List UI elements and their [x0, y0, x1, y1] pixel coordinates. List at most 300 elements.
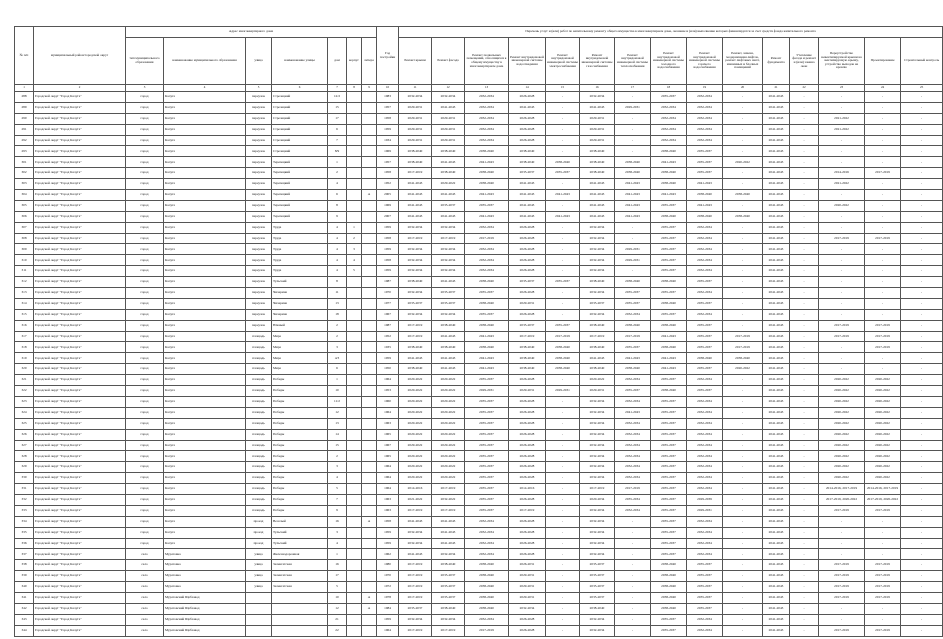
table-cell: 2032-2034 [687, 516, 723, 527]
table-cell: - [901, 494, 943, 505]
table-cell: - [723, 505, 763, 516]
table-cell: 2020-2022 [819, 418, 865, 429]
table-cell [362, 200, 377, 211]
table-cell: - [901, 364, 943, 375]
table-cell: - [865, 113, 901, 124]
table-cell: - [901, 277, 943, 288]
table-cell: 2032-2034 [465, 244, 509, 255]
capital-repair-table [14, 26, 943, 637]
table-cell: 2038-2040 [615, 277, 651, 288]
table-cell: 2026-2028 [509, 527, 546, 538]
table-cell: 2032-2034 [687, 451, 723, 462]
table-cell: Калуга [164, 527, 246, 538]
table-cell: 5 [328, 484, 347, 495]
table-row [15, 494, 943, 505]
table-cell [347, 451, 362, 462]
table-cell: - [901, 222, 943, 233]
table-cell: город [126, 255, 164, 266]
table-cell: 342 [15, 603, 34, 614]
table-cell: 2032-2034 [580, 549, 615, 560]
table-cell: 2041-2043 [763, 484, 790, 495]
col-number-8: 8 [347, 85, 362, 92]
table-cell: 2032-2034 [465, 266, 509, 277]
table-row [15, 571, 943, 582]
table-cell [272, 592, 328, 603]
table-cell: 2041-2043 [465, 353, 509, 364]
table-cell: город [126, 407, 164, 418]
table-cell: переулок [246, 146, 272, 157]
table-cell: 2041-2043 [651, 190, 687, 201]
table-cell: - [901, 375, 943, 386]
table-cell: 2032-2034 [580, 233, 615, 244]
table-cell: 2032-2034 [615, 396, 651, 407]
table-cell: 1967 [377, 309, 399, 320]
table-cell: 2041-2043 [546, 190, 580, 201]
table-cell: Калуга [164, 538, 246, 549]
table-cell: 2041-2043 [432, 277, 465, 288]
table-cell: 2 [328, 451, 347, 462]
table-cell: 320 [15, 364, 34, 375]
table-cell: город [126, 266, 164, 277]
table-cell [362, 527, 377, 538]
table-cell: 311 [15, 266, 34, 277]
table-cell: 2029-2031 [580, 124, 615, 135]
table-cell: 2038-2040 [615, 364, 651, 375]
table-cell: 329 [15, 462, 34, 473]
table-cell: 2032-2034 [687, 614, 723, 625]
table-cell: 1 [347, 222, 362, 233]
table-cell: 2032-2034 [580, 309, 615, 320]
table-cell: Городской округ "Город Калуга" [34, 353, 126, 364]
table-cell: 293 [15, 146, 34, 157]
table-cell: 2041-2043 [763, 429, 790, 440]
table-cell: 2041-2043 [399, 200, 432, 211]
col-header-21: Ремонт фундамента [763, 38, 790, 85]
table-cell: - [901, 625, 943, 636]
col-header-11: Ремонт крыши [399, 38, 432, 85]
table-cell: 2035-2037 [432, 582, 465, 593]
table-cell [362, 124, 377, 135]
table-cell: 1963 [377, 418, 399, 429]
table-cell [362, 179, 377, 190]
table-cell: Победы [272, 484, 328, 495]
table-cell: - [546, 484, 580, 495]
table-cell: 2041-2043 [763, 603, 790, 614]
table-cell: 2038-2040 [465, 168, 509, 179]
table-cell: 2032-2034 [580, 244, 615, 255]
table-cell: проезд [246, 516, 272, 527]
table-cell: Зеленгатская [272, 560, 328, 571]
table-row [15, 407, 943, 418]
table-cell: 338 [15, 560, 34, 571]
table-cell: Городской округ "Город Калуга" [34, 418, 126, 429]
table-cell: Мира [272, 342, 328, 353]
table-cell: Муратовка [164, 549, 246, 560]
col-number-25: 25 [901, 85, 943, 92]
table-cell: 307 [15, 222, 34, 233]
table-cell: площадь [246, 462, 272, 473]
table-cell: 2029-2022 [432, 179, 465, 190]
table-row [15, 222, 943, 233]
table-cell: Калуга [164, 124, 246, 135]
table-cell: - [901, 190, 943, 201]
table-cell: 2035-2037 [651, 266, 687, 277]
table-cell [347, 135, 362, 146]
table-cell: 2029-2031 [509, 571, 546, 582]
table-cell: город [126, 538, 164, 549]
table-cell: 2041-2043 [763, 451, 790, 462]
table-cell: - [615, 113, 651, 124]
table-cell: 2035-2037 [687, 560, 723, 571]
table-cell: 11/2 [328, 396, 347, 407]
table-cell: 2029-2031 [432, 113, 465, 124]
table-cell: город [126, 277, 164, 288]
table-cell: 2038-2040 [546, 342, 580, 353]
table-cell: 1958 [377, 516, 399, 527]
table-cell: город [126, 309, 164, 320]
table-cell: 2035-2037 [651, 375, 687, 386]
table-cell: 292 [15, 135, 34, 146]
table-cell: 309 [15, 244, 34, 255]
table-cell: - [901, 603, 943, 614]
table-cell: Городской округ "Город Калуга" [34, 505, 126, 516]
col-header-18: Ремонт внутридомовой инженерной системы холодного водоснабжения [651, 38, 687, 85]
table-cell: Калуга [164, 200, 246, 211]
table-cell: 2041-2043 [763, 233, 790, 244]
table-cell: Городской округ "Город Калуга" [34, 92, 126, 103]
table-cell: 2017-2019 [865, 592, 901, 603]
table-cell: 2032-2034 [465, 92, 509, 103]
table-cell: город [126, 113, 164, 124]
table-cell: площадь [246, 342, 272, 353]
table-cell: 2026-2028 [509, 222, 546, 233]
table-cell: - [546, 396, 580, 407]
table-cell: 2026-2028 [509, 124, 546, 135]
table-cell: - [546, 549, 580, 560]
table-cell: Муратовский Щебзавод [164, 592, 246, 603]
table-cell: 2038-2040 [651, 320, 687, 331]
table-cell: Городской округ "Город Калуга" [34, 168, 126, 179]
table-cell: - [901, 331, 943, 342]
table-cell: Городской округ "Город Калуга" [34, 190, 126, 201]
table-cell: 2035-2037 [465, 200, 509, 211]
table-cell: 2026-2028 [509, 440, 546, 451]
table-cell: - [615, 571, 651, 582]
table-cell: 2041-2043 [465, 364, 509, 375]
table-cell: переулок [246, 222, 272, 233]
table-cell: 2029-2039 [687, 494, 723, 505]
table-cell: 2032-2034 [687, 102, 723, 113]
table-cell: - [790, 146, 819, 157]
table-cell: 2017-2019 [819, 233, 865, 244]
table-cell: Городской округ "Город Калуга" [34, 386, 126, 397]
table-cell: 2020-2022 [399, 451, 432, 462]
table-cell: Калуга [164, 157, 246, 168]
table-cell: 2035-2037 [687, 146, 723, 157]
table-cell: 2038-2040 [432, 342, 465, 353]
table-cell: - [819, 277, 865, 288]
table-row [15, 266, 943, 277]
table-cell: - [546, 571, 580, 582]
table-cell: Городской округ "Город Калуга" [34, 298, 126, 309]
table-cell: 2035-2037 [465, 473, 509, 484]
table-cell: 2041-2043 [763, 407, 790, 418]
table-cell: 2038-2040 [580, 603, 615, 614]
table-cell: 2035-2037 [687, 571, 723, 582]
table-cell: Калуга [164, 179, 246, 190]
table-cell: - [865, 179, 901, 190]
table-cell: - [901, 288, 943, 299]
table-cell: 2041-2043 [763, 102, 790, 113]
table-cell: 344 [15, 625, 34, 636]
table-cell: 3 [328, 342, 347, 353]
table-cell: 2035-2037 [546, 320, 580, 331]
table-cell: 331 [15, 484, 34, 495]
table-cell: 2014-2016, 2017-2019 [865, 484, 901, 495]
table-cell: - [865, 266, 901, 277]
col-header-17: Ремонт внутридомовой инженерной системы теплоснабжения [615, 38, 651, 85]
table-cell: 2020-2022 [865, 462, 901, 473]
table-cell: 2032-2034 [580, 625, 615, 636]
table-cell: 2029-2031 [399, 102, 432, 113]
table-cell: - [790, 331, 819, 342]
table-cell [347, 353, 362, 364]
table-cell: 2032-2034 [687, 244, 723, 255]
table-cell: Городской округ "Город Калуга" [34, 538, 126, 549]
table-cell: - [723, 179, 763, 190]
table-cell: 2035-2037 [465, 418, 509, 429]
table-cell: 2035-2037 [465, 309, 509, 320]
table-cell: 2017-2019 [509, 505, 546, 516]
table-cell: - [865, 353, 901, 364]
table-cell: 1958 [377, 255, 399, 266]
table-cell: - [790, 462, 819, 473]
table-cell: 6 [328, 364, 347, 375]
table-cell: 2032-2034 [580, 614, 615, 625]
table-cell: - [901, 135, 943, 146]
table-cell: площадь [246, 418, 272, 429]
table-cell: 2017-2019 [819, 582, 865, 593]
table-cell: - [901, 113, 943, 124]
table-cell: 2032-2034 [687, 309, 723, 320]
table-cell: - [819, 614, 865, 625]
table-cell: Калуга [164, 516, 246, 527]
table-cell: 7 [328, 135, 347, 146]
table-cell: Городской округ "Город Калуга" [34, 102, 126, 113]
table-cell: 2032-2034 [432, 266, 465, 277]
table-cell: 2035-2037 [432, 571, 465, 582]
table-cell: 2032-2034 [399, 309, 432, 320]
table-cell: - [790, 135, 819, 146]
table-cell: 2038-2040 [615, 168, 651, 179]
table-cell: город [126, 484, 164, 495]
table-cell: - [901, 244, 943, 255]
table-cell: - [901, 200, 943, 211]
table-cell: 2020-2022 [432, 473, 465, 484]
table-cell: переулок [246, 135, 272, 146]
table-cell: 326 [15, 429, 34, 440]
table-cell: 6 [328, 124, 347, 135]
table-cell: 2032-2034 [687, 484, 723, 495]
table-cell: 339 [15, 571, 34, 582]
table-cell: 10 [328, 592, 347, 603]
table-cell: - [723, 396, 763, 407]
table-cell: - [615, 625, 651, 636]
table-cell: - [723, 582, 763, 593]
table-cell: город [126, 462, 164, 473]
table-cell: - [865, 288, 901, 299]
table-cell: 2017-2019 [465, 625, 509, 636]
table-cell: улица [246, 571, 272, 582]
table-cell: 2041-2043 [546, 211, 580, 222]
table-cell: 2017-2019 [865, 342, 901, 353]
table-cell: село [126, 625, 164, 636]
table-cell: 2035-2037 [432, 592, 465, 603]
table-cell: 2032-2034 [399, 255, 432, 266]
table-cell: 1962 [377, 549, 399, 560]
table-cell: - [819, 516, 865, 527]
table-cell: город [126, 211, 164, 222]
table-cell: 2026-2028 [509, 92, 546, 103]
table-cell: 16 [328, 560, 347, 571]
table-cell [347, 102, 362, 113]
table-cell: Калуга [164, 146, 246, 157]
table-cell: 2041-2043 [580, 353, 615, 364]
table-cell: Железнодорожная [272, 549, 328, 560]
table-cell: 7 [328, 494, 347, 505]
table-cell: - [901, 266, 943, 277]
table-cell: площадь [246, 375, 272, 386]
table-cell [362, 549, 377, 560]
table-cell: 2035-2037 [580, 571, 615, 582]
table-cell: 2035-2037 [546, 277, 580, 288]
table-cell: 2017-2019 [723, 331, 763, 342]
table-cell: - [790, 592, 819, 603]
table-cell: - [901, 505, 943, 516]
table-row [15, 592, 943, 603]
table-cell: 2041-2043 [763, 277, 790, 288]
table-cell: 2020-2022 [819, 473, 865, 484]
col-header-8: корпус [347, 38, 362, 85]
table-cell: 2035-2037 [432, 200, 465, 211]
table-cell: 313 [15, 288, 34, 299]
table-cell: Городской округ "Город Калуга" [34, 277, 126, 288]
table-cell: - [901, 560, 943, 571]
table-cell: 2020-2022 [865, 375, 901, 386]
table-cell: 1952 [377, 179, 399, 190]
table-cell: 2041-2043 [763, 516, 790, 527]
table-cell: 2038-2040 [723, 190, 763, 201]
table-cell: - [901, 473, 943, 484]
table-cell: город [126, 190, 164, 201]
table-row [15, 473, 943, 484]
table-cell: 2 [328, 331, 347, 342]
table-cell: - [865, 102, 901, 113]
table-cell: - [546, 233, 580, 244]
table-cell [347, 505, 362, 516]
table-cell: 2032-2034 [465, 538, 509, 549]
table-cell: 1958 [377, 233, 399, 244]
table-cell [362, 146, 377, 157]
table-cell: 2017-2019 [819, 625, 865, 636]
table-cell: Калуга [164, 309, 246, 320]
table-cell: Стрелецкий [272, 102, 328, 113]
table-cell: 2014-2016, 2017-2019 [819, 484, 865, 495]
table-cell: 2035-2037 [687, 603, 723, 614]
table-cell: Городской округ "Город Калуга" [34, 157, 126, 168]
table-cell: - [723, 592, 763, 603]
table-cell [347, 614, 362, 625]
table-cell: площадь [246, 484, 272, 495]
table-cell [362, 211, 377, 222]
table-cell: Городской округ "Город Калуга" [34, 440, 126, 451]
table-cell: Победы [272, 451, 328, 462]
table-cell: Городской округ "Город Калуга" [34, 255, 126, 266]
table-cell: 2035-2037 [651, 200, 687, 211]
table-cell: переулок [246, 211, 272, 222]
table-cell: 2035-2037 [399, 298, 432, 309]
table-cell: - [615, 124, 651, 135]
table-cell: площадь [246, 451, 272, 462]
table-cell: 1959 [377, 244, 399, 255]
table-cell: - [723, 266, 763, 277]
table-cell: Труда [272, 244, 328, 255]
table-cell: 2029-2022 [399, 440, 432, 451]
table-cell: 2038-2040 [465, 320, 509, 331]
table-cell: переулок [246, 309, 272, 320]
table-cell: - [819, 527, 865, 538]
table-cell: 2032-2034 [399, 222, 432, 233]
table-cell: - [790, 418, 819, 429]
col-number-7: 7 [328, 85, 347, 92]
table-cell: - [615, 549, 651, 560]
table-cell: 2026-2028 [509, 396, 546, 407]
table-cell: Городской округ "Город Калуга" [34, 603, 126, 614]
table-cell: 2017-2019 [465, 233, 509, 244]
table-cell: 4 [328, 473, 347, 484]
table-cell: город [126, 179, 164, 190]
table-cell: 2041-2043 [763, 320, 790, 331]
table-cell: 2020-2022 [723, 364, 763, 375]
table-cell: 2026-2028 [509, 516, 546, 527]
table-cell: - [546, 266, 580, 277]
table-cell: Калуга [164, 451, 246, 462]
table-cell: - [615, 592, 651, 603]
table-row [15, 298, 943, 309]
table-cell: - [790, 549, 819, 560]
table-cell: 323 [15, 396, 34, 407]
table-cell: - [723, 386, 763, 397]
table-cell: 2017-2019 [819, 592, 865, 603]
table-cell: 2017-2019 [723, 342, 763, 353]
table-cell: Зеленгатская [272, 582, 328, 593]
table-cell: 291 [15, 124, 34, 135]
table-cell: 2017-2019 [432, 505, 465, 516]
table-cell: 16 [328, 516, 347, 527]
table-cell: 2026-2028 [509, 255, 546, 266]
table-cell: - [865, 527, 901, 538]
table-cell: 1959 [377, 538, 399, 549]
table-row [15, 320, 943, 331]
table-cell: Городской округ "Город Калуга" [34, 451, 126, 462]
table-cell: - [546, 124, 580, 135]
table-cell: 2032-2034 [580, 473, 615, 484]
table-cell: город [126, 418, 164, 429]
table-cell: - [615, 222, 651, 233]
table-cell: город [126, 516, 164, 527]
table-cell: 9 [328, 211, 347, 222]
table-cell: Веселый [272, 516, 328, 527]
